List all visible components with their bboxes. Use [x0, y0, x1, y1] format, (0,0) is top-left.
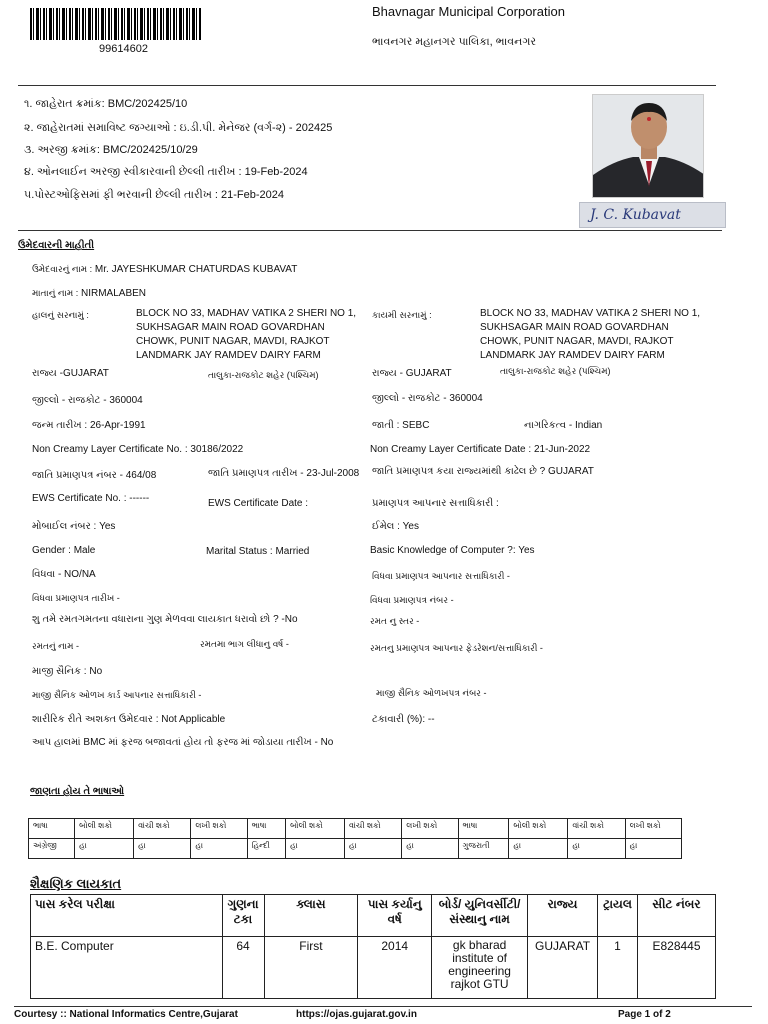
certificate-authority: પ્રમાણપત્ર આપનાર સત્તાધિકારી : [372, 498, 499, 509]
sport-name: રમતનું નામ - [32, 641, 79, 651]
lang-header-cell: બોલી શકો [509, 819, 568, 839]
edu-seat-no: E828445 [638, 937, 716, 999]
mother-label: માતાનું નામ : [32, 288, 79, 298]
date-of-birth: જન્મ તારીખ : 26-Apr-1991 [32, 420, 146, 431]
district-current: જીલ્લો - રાજકોટ - 360004 [32, 395, 143, 406]
lang-header-cell: લખી શકો [191, 819, 247, 839]
languages-header-row [29, 819, 682, 839]
caste-certificate-state: જાતિ પ્રમાણપત્ર કયા રાજ્યમાંથી કાઢેલ છે ? GUJARAT [372, 466, 594, 477]
lang-header-cell: વાંચી શકો [568, 819, 625, 839]
permanent-address-label: કાયમી સરનામું : [372, 310, 432, 320]
state-permanent: રાજ્ય - GUJARAT [372, 368, 452, 379]
education-title: શૈક્ષણિક લાયકાત [30, 876, 122, 891]
edu-year: 2014 [358, 937, 432, 999]
lang-header-cell: વાંચી શકો [134, 819, 191, 839]
lang-cell: હા [286, 839, 345, 859]
sports-level: રમત નુ સ્તર - [370, 616, 420, 626]
sport-certificate: રમતનુ પ્રમાણપત્ર આપનાર ફેડરેશન/સત્તાધિકારી - [370, 643, 543, 653]
edu-university: gk bharad institute of engineering rajkot GTU [432, 937, 528, 999]
bmc-service: આપ હાલમાં BMC માં ફરજ બજાવતાં હોય તો ફરજ માં જોડાયા તારીખ - No [32, 737, 334, 748]
barcode [30, 8, 202, 40]
caste: જાતી : SEBC [372, 420, 430, 431]
lang-header-cell: બોલી શકો [286, 819, 345, 839]
lang-header-cell: ભાષા [247, 819, 285, 839]
lang-header-cell: ભાષા [458, 819, 509, 839]
org-name-gu: ભાવનગર મહાનગર પાલિકા, ભાવનગર [372, 36, 537, 48]
info-line-1: ૧. જાહેરાત ક્રમાંક: BMC/202425/10 [24, 98, 188, 110]
lang-header-cell: લખી શકો [402, 819, 458, 839]
footer-courtesy: Courtesy :: National Informatics Centre,Gujarat [14, 1009, 238, 1020]
caste-certificate-no: જાતિ પ્રમાણપત્ર નંબર - 464/08 [32, 470, 157, 481]
state-current: રાજ્ય -GUJARAT [32, 368, 109, 379]
ncl-certificate-no: Non Creamy Layer Certificate No. : 30186/2022 [32, 444, 244, 455]
education-table [30, 894, 716, 999]
ncl-certificate-date: Non Creamy Layer Certificate Date : 21-Jun-2022 [370, 444, 591, 455]
ex-army-id-no: માજી સૈનિક ઓળખપત્ર નંબર - [376, 688, 487, 698]
edu-header-state: રાજ્ય [528, 895, 598, 937]
ews-certificate-date: EWS Certificate Date : [208, 498, 309, 509]
lang-cell: હા [625, 839, 681, 859]
widow-certificate-no: વિધવા પ્રમાણપત્ર નંબર - [370, 595, 454, 605]
widow-certificate-authority: વિધવા પ્રમાણપત્ર આપનાર સત્તાધિકારી - [372, 571, 510, 581]
current-address: BLOCK NO 33, MADHAV VATIKA 2 SHERI NO 1, SUKHSAGAR MAIN ROAD GOVARDHAN CHOWK, PUNIT NAGAR, MAVDI, RAJKOT LANDMARK JAY RAMDEV DAIRY FARM [136, 308, 357, 361]
info-line-4: ૪. ઓનલાઈન અરજી સ્વીકારવાની છેલ્લી તારીખ : 19-Feb-2024 [24, 166, 308, 178]
widow: વિધવા - NO/NA [32, 569, 96, 580]
lang-cell: હા [568, 839, 625, 859]
org-name-en: Bhavnagar Municipal Corporation [372, 4, 565, 19]
lang-cell: હા [402, 839, 458, 859]
sport-year: રમતમા ભાગ લીધાનુ વર્ષ - [200, 639, 289, 649]
caste-certificate-date: જાતિ પ્રમાણપત્ર તારીખ - 23-Jul-2008 [208, 468, 360, 479]
ex-army: માજી સૈનિક : No [32, 666, 103, 677]
lang-cell: હિન્દી [247, 839, 285, 859]
current-address-label: હાલનું સરનામું : [32, 310, 89, 320]
mother-value: NIRMALABEN [80, 288, 146, 299]
lang-header-cell: વાંચી શકો [344, 819, 401, 839]
languages-row [29, 839, 682, 859]
edu-header-seat-no: સીટ નંબર [638, 895, 716, 937]
candidate-signature: J. C. Kubavat [579, 202, 726, 228]
lang-cell: ગુજરાતી [458, 839, 509, 859]
district-permanent: જીલ્લો - રાજકોટ - 360004 [372, 393, 483, 404]
sports-question: શુ તમે રમતગમતના વધારાના ગુણ મેળવવા લાયકાત ધરાવો છો ? -No [32, 614, 298, 625]
taluka-current: તાલુકા-રાજકોટ શહેર (પશ્ચિમ) [208, 370, 319, 380]
ews-certificate-no: EWS Certificate No. : ------ [32, 493, 150, 504]
candidate-section-title: ઉમેદવારની માહીતી [18, 240, 95, 251]
lang-cell: હા [509, 839, 568, 859]
permanent-address: BLOCK NO 33, MADHAV VATIKA 2 SHERI NO 1, SUKHSAGAR MAIN ROAD GOVARDHAN CHOWK, PUNIT NAGAR, MAVDI, RAJKOT LANDMARK JAY RAMDEV DAIRY FARM [480, 308, 701, 361]
lang-cell: અંગ્રેજી [29, 839, 75, 859]
lang-cell: હા [344, 839, 401, 859]
computer-knowledge: Basic Knowledge of Computer ?: Yes [370, 545, 535, 556]
widow-certificate-date: વિધવા પ્રમાણપત્ર તારીખ - [32, 593, 120, 603]
ex-army-id-authority: માજી સૈનિક ઓળખ કાર્ડ આપનાર સત્તાધિકારી - [32, 690, 202, 700]
email: ઈમેલ : Yes [372, 521, 419, 532]
education-row [31, 937, 716, 999]
languages-table [28, 818, 682, 859]
barcode-number: 99614602 [99, 43, 148, 55]
lang-cell: હા [134, 839, 191, 859]
education-header-row [31, 895, 716, 937]
lang-header-cell: લખી શકો [625, 819, 681, 839]
edu-header-year: પાસ કર્યાનુ વર્ષ [358, 895, 432, 937]
header-divider [18, 85, 716, 86]
lang-cell: હા [75, 839, 134, 859]
gender: Gender : Male [32, 545, 96, 556]
candidate-photo [592, 94, 704, 198]
edu-class: First [264, 937, 358, 999]
footer-page-number: Page 1 of 2 [618, 1009, 671, 1020]
nationality: નાગરિકત્વ - Indian [524, 420, 603, 431]
edu-percent: 64 [222, 937, 264, 999]
edu-trial: 1 [598, 937, 638, 999]
info-line-3: ૩. અરજી ક્રમાંક: BMC/202425/10/29 [24, 144, 198, 156]
name-label: ઉમેદવારનું નામ : [32, 264, 93, 274]
lang-cell: હા [191, 839, 247, 859]
lang-header-cell: ભાષા [29, 819, 75, 839]
info-divider [18, 230, 722, 231]
info-line-5: ૫.પોસ્ટઓફિસમાં ફી ભરવાની છેલ્લી તારીખ : 21-Feb-2024 [24, 189, 285, 201]
lang-header-cell: બોલી શકો [75, 819, 134, 839]
disability-percentage: ટકાવારી (%): -- [372, 714, 435, 725]
disability: શારીરિક રીતે અશક્ત ઉમેદવાર : Not Applicable [32, 714, 226, 725]
name-value: Mr. JAYESHKUMAR CHATURDAS KUBAVAT [94, 264, 298, 275]
languages-title: જાણતા હોય તે ભાષાઓ [30, 786, 125, 797]
edu-header-percent: ગુણના ટકા [222, 895, 264, 937]
edu-header-university: બોર્ડ/ યુનિવર્સીટી/ સંસ્થાનુ નામ [432, 895, 528, 937]
edu-header-class: ક્લાસ [264, 895, 358, 937]
footer-divider [14, 1006, 752, 1007]
taluka-permanent: તાલુકા-રાજકોટ શહેર (પશ્ચિમ) [500, 366, 611, 376]
marital-status: Marital Status : Married [206, 546, 310, 557]
mobile: મોબાઈલ નંબર : Yes [32, 521, 116, 532]
edu-header-trial: ટ્રાયલ [598, 895, 638, 937]
edu-exam: B.E. Computer [31, 937, 223, 999]
footer-url[interactable]: https://ojas.gujarat.gov.in [296, 1009, 417, 1020]
edu-state: GUJARAT [528, 937, 598, 999]
edu-header-exam: પાસ કરેલ પરીક્ષા [31, 895, 223, 937]
info-line-2: ૨. જાહેરાતમાં સમાવિષ્ટ જગ્યાઓ : ઇ.ડી.પી. મેનેજર (વર્ગ-૨) - 202425 [24, 122, 333, 134]
